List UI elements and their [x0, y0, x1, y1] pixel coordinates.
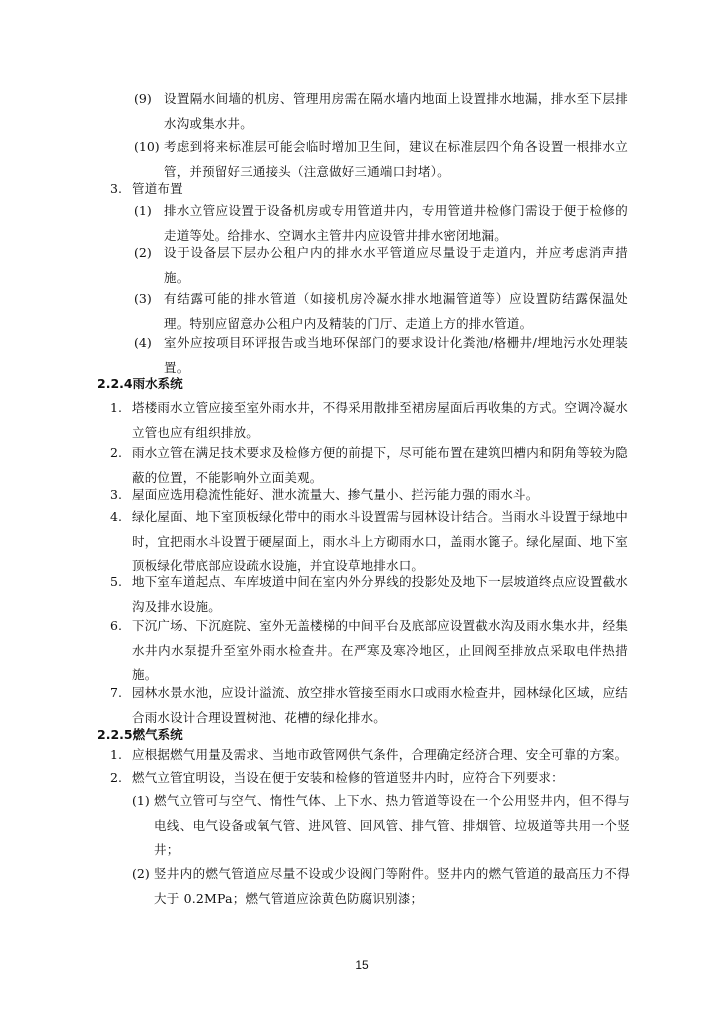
item-number: (10) — [134, 139, 160, 154]
item-number: 4. — [110, 509, 122, 524]
item-text: 有结露可能的排水管道（如接机房冷凝水排水地漏管道等）应设置防结露保温处理。特别应留意办公租户内及精装的门厅、走道上方的排水管道。 — [164, 291, 628, 331]
item-text: 排水立管应设置于设备机房或专用管道井内，专用管道井检修门需设于便于检修的走道等处。给排水、空调水主管井内应设管井排水密闭地漏。 — [164, 203, 628, 243]
item-text: 地下室车道起点、车库坡道中间在室内外分界线的投影处及地下一层坡道终点应设置截水沟及排水设施。 — [132, 574, 628, 614]
item-text: 应根据燃气用量及需求、当地市政管网供气条件，合理确定经济合理、安全可靠的方案。 — [132, 747, 628, 762]
item-number: (4) — [134, 335, 152, 350]
list-item — [110, 570, 628, 619]
list-item — [110, 681, 628, 730]
item-number: (2) — [132, 866, 150, 881]
item-number: 2. — [110, 445, 122, 460]
list-item — [134, 287, 628, 336]
item-text: 燃气立管宜明设，当设在便于安装和检修的管道竖井内时，应符合下列要求： — [132, 770, 564, 785]
list-item — [110, 396, 628, 445]
list-item — [110, 766, 630, 791]
list-item — [110, 483, 628, 508]
item-text: 考虑到将来标准层可能会临时增加卫生间，建议在标准层四个角各设置一根排水立管，并预留好三通接头（注意做好三通端口封堵）。 — [164, 139, 628, 179]
item-number: 1. — [110, 747, 122, 762]
section-title: 管道布置 — [132, 181, 183, 196]
item-text: 屋面应选用稳流性能好、泄水流量大、掺气量小、拦污能力强的雨水斗。 — [132, 487, 539, 502]
item-number: 5. — [110, 574, 122, 589]
item-text: 设置隔水间墙的机房、管理用房需在隔水墙内地面上设置排水地漏，排水至下层排水沟或集水井。 — [164, 91, 628, 131]
item-number: 7. — [110, 685, 122, 700]
list-item — [110, 743, 630, 768]
item-number: 2. — [110, 770, 122, 785]
item-number: (1) — [134, 203, 152, 218]
item-number: (1) — [132, 793, 150, 808]
item-text: 燃气立管可与空气、惰性气体、上下水、热力管道等设在一个公用竖井内，但不得与电线、电气设备或氧气管、进风管、回风管、排气管、排烟管、垃圾道等共用一个竖井； — [154, 793, 630, 857]
section-heading — [110, 177, 410, 202]
item-text: 园林水景水池，应设计溢流、放空排水管接至雨水口或雨水检查井，园林绿化区域，应结合雨水设计合理设置树池、花槽的绿化排水。 — [132, 685, 628, 725]
section-heading-rain: 2.2.4雨水系统 — [97, 376, 183, 391]
item-text: 室外应按项目环评报告或当地环保部门的要求设计化粪池/格栅井/埋地污水处理装置。 — [164, 335, 628, 375]
list-item — [134, 331, 628, 380]
item-number: 3. — [110, 487, 122, 502]
item-number: (9) — [134, 91, 152, 106]
item-text: 设于设备层下层办公租户内的排水水平管道应尽量设于走道内，并应考虑消声措施。 — [164, 245, 628, 285]
item-number: 1. — [110, 400, 122, 415]
page-number: 15 — [355, 958, 369, 972]
section-heading-gas: 2.2.5燃气系统 — [97, 727, 183, 742]
item-text: 绿化屋面、地下室顶板绿化带中的雨水斗设置需与园林设计结合。当雨水斗设置于绿地中时，宜把雨水斗设置于硬屋面上，雨水斗上方砌雨水口，盖雨水篦子。绿化屋面、地下室顶板绿化带底部应设疏水设施，并宜设草地排水口。 — [132, 509, 628, 573]
item-number: (2) — [134, 245, 152, 260]
list-item — [134, 87, 628, 136]
item-text: 塔楼雨水立管应接至室外雨水井，不得采用散排至裙房屋面后再收集的方式。空调冷凝水立管也应有组织排放。 — [132, 400, 628, 440]
item-text: 雨水立管在满足技术要求及检修方便的前提下，尽可能布置在建筑凹槽内和阴角等较为隐蔽的位置，不能影响外立面美观。 — [132, 445, 628, 485]
item-number: 6. — [110, 618, 122, 633]
list-item — [110, 614, 628, 688]
section-number: 3. — [110, 181, 122, 196]
list-item — [132, 789, 630, 863]
list-item — [134, 241, 628, 290]
item-number: (3) — [134, 291, 152, 306]
item-text: 下沉广场、下沉庭院、室外无盖楼梯的中间平台及底部应设置截水沟及雨水集水井，经集水井内水泵提升至室外雨水检查井。在严寒及寒冷地区，止回阀至排放点采取电伴热措施。 — [132, 618, 628, 682]
list-item — [110, 505, 628, 579]
list-item — [132, 862, 630, 911]
item-text: 竖井内的燃气管道应尽量不设或少设阀门等附件。竖井内的燃气管道的最高压力不得大于 0.2MPa；燃气管道应涂黄色防腐识别漆； — [154, 866, 630, 906]
